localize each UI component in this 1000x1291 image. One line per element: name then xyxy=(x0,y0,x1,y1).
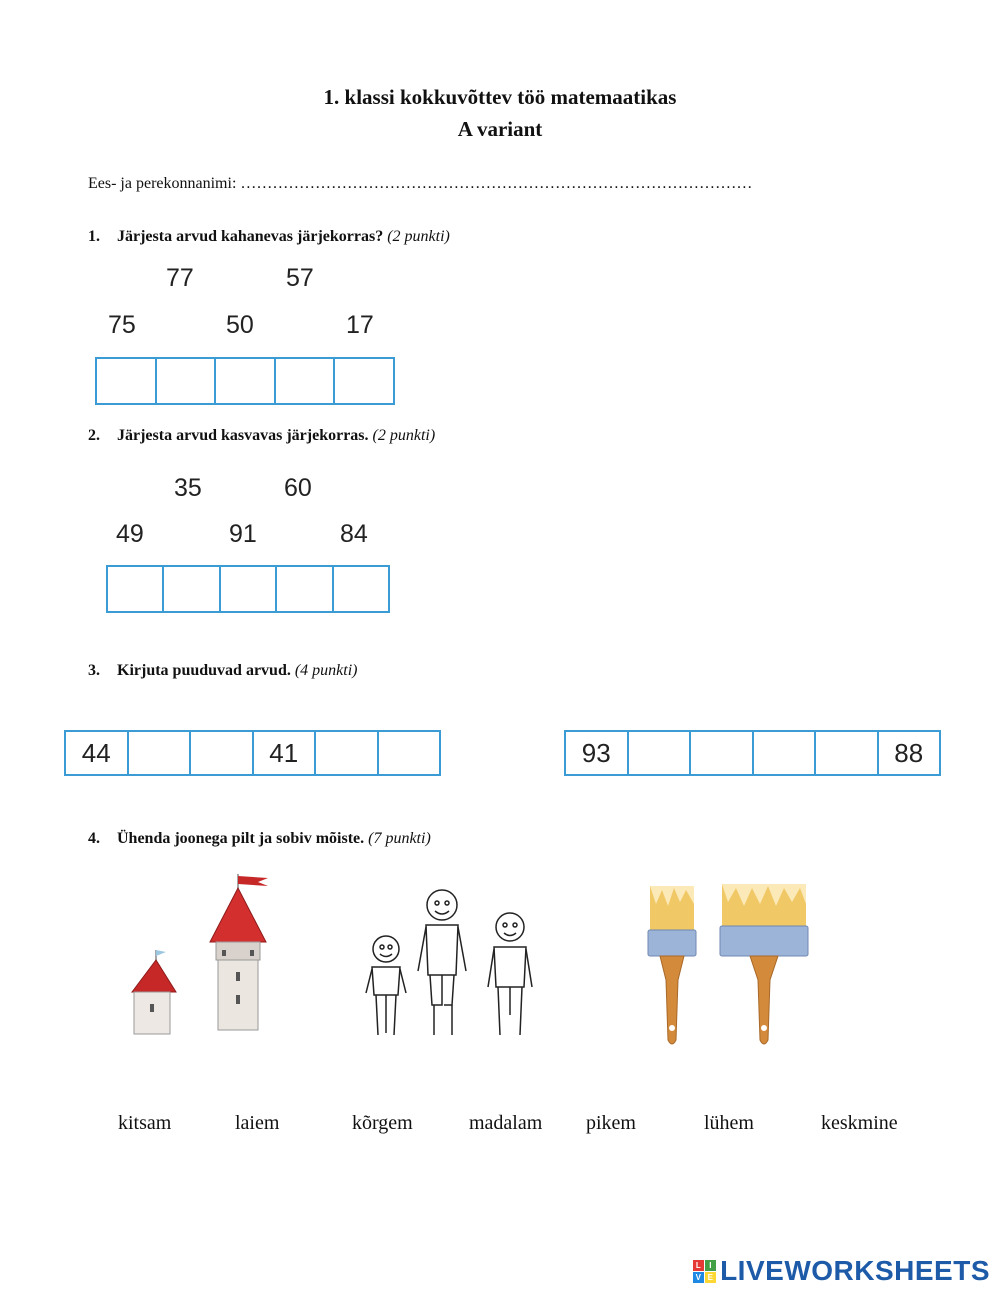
task2-number-d: 91 xyxy=(229,520,257,548)
task3-cell[interactable] xyxy=(316,732,379,774)
task3-cell[interactable] xyxy=(129,732,192,774)
task1-number-a: 77 xyxy=(166,264,194,292)
task2-heading xyxy=(88,427,435,445)
logo-squares-icon: L I V E xyxy=(693,1260,716,1283)
task3-cell[interactable] xyxy=(629,732,692,774)
task3-sequence-row-1 xyxy=(64,730,441,776)
task1-answer-cell[interactable] xyxy=(335,359,393,403)
logo-text: LIVEWORKSHEETS xyxy=(720,1255,990,1286)
word-luhem[interactable]: lühem xyxy=(704,1112,754,1134)
task1-heading xyxy=(88,228,450,246)
task3-sequence-row-2 xyxy=(564,730,941,776)
task1-number: 1. xyxy=(88,228,100,245)
task2-answer-cell[interactable] xyxy=(334,567,388,611)
task4-text: Ühenda joonega pilt ja sobiv mõiste. xyxy=(117,830,365,847)
brushes-illustration[interactable] xyxy=(640,880,820,1050)
task3-cell: 93 xyxy=(566,732,629,774)
task3-cell[interactable] xyxy=(379,732,440,774)
liveworksheets-logo xyxy=(693,1255,990,1287)
page-title: 1. klassi kokkuvõttev töö matemaatikas xyxy=(323,85,677,109)
task1-answer-cell[interactable] xyxy=(216,359,276,403)
task2-answer-cell[interactable] xyxy=(277,567,333,611)
boys-illustration[interactable] xyxy=(358,875,548,1045)
task1-number-d: 50 xyxy=(226,311,254,339)
task1-text: Järjesta arvud kahanevas järjekorras? xyxy=(117,228,384,245)
word-korgem[interactable]: kõrgem xyxy=(352,1112,413,1134)
word-laiem[interactable]: laiem xyxy=(235,1112,280,1134)
task3-heading xyxy=(88,662,358,680)
tall-tower xyxy=(210,874,268,1030)
task3-cell[interactable] xyxy=(691,732,754,774)
wide-brush xyxy=(720,884,808,1044)
task2-number: 2. xyxy=(88,427,100,444)
task3-points: (4 punkti) xyxy=(294,662,358,679)
task2-number-b: 60 xyxy=(284,474,312,502)
task1-answer-row xyxy=(95,357,395,405)
task4-points: (7 punkti) xyxy=(368,830,431,847)
word-kitsam[interactable]: kitsam xyxy=(118,1112,172,1134)
narrow-brush xyxy=(648,886,696,1044)
page-subtitle: A variant xyxy=(457,117,543,141)
task1-answer-cell[interactable] xyxy=(276,359,336,403)
task1-answer-cell[interactable] xyxy=(157,359,217,403)
task1-points: (2 punkti) xyxy=(387,228,450,245)
task3-cell: 88 xyxy=(894,737,924,768)
small-tower xyxy=(132,950,176,1034)
task1-number-e: 17 xyxy=(346,311,374,339)
name-label: Ees- ja perekonnanimi: xyxy=(88,175,237,192)
task3-cell[interactable] xyxy=(754,732,817,774)
task3-text: Kirjuta puuduvad arvud. xyxy=(117,662,291,679)
task2-points: (2 punkti) xyxy=(372,427,436,444)
name-field[interactable] xyxy=(88,175,752,193)
task1-number-c: 75 xyxy=(108,311,136,339)
task3-cell: 44 xyxy=(66,732,129,774)
task2-answer-row xyxy=(106,565,390,613)
tall-boy xyxy=(418,890,466,1035)
word-madalam[interactable]: madalam xyxy=(469,1112,543,1134)
short-boy xyxy=(366,936,406,1035)
task2-answer-cell[interactable] xyxy=(108,567,164,611)
task3-cell: 41 xyxy=(254,732,317,774)
word-keskmine[interactable]: keskmine xyxy=(821,1112,898,1134)
word-pikem[interactable]: pikem xyxy=(586,1112,636,1134)
name-dots: …………………………………………………………………………………… xyxy=(240,175,753,192)
task1-answer-cell[interactable] xyxy=(97,359,157,403)
task2-number-a: 35 xyxy=(174,474,202,502)
task2-answer-cell[interactable] xyxy=(164,567,220,611)
task2-number-c: 49 xyxy=(116,520,144,548)
task4-number: 4. xyxy=(88,830,100,847)
task3-cell[interactable] xyxy=(191,732,254,774)
task2-answer-cell[interactable] xyxy=(221,567,277,611)
task2-text: Järjesta arvud kasvavas järjekorras. xyxy=(117,427,369,444)
task3-number: 3. xyxy=(88,662,100,679)
middle-boy xyxy=(488,913,532,1035)
task3-cell[interactable] xyxy=(816,732,879,774)
task1-number-b: 57 xyxy=(286,264,314,292)
towers-illustration[interactable] xyxy=(118,870,278,1040)
task4-heading xyxy=(88,830,431,848)
task2-number-e: 84 xyxy=(340,520,368,548)
